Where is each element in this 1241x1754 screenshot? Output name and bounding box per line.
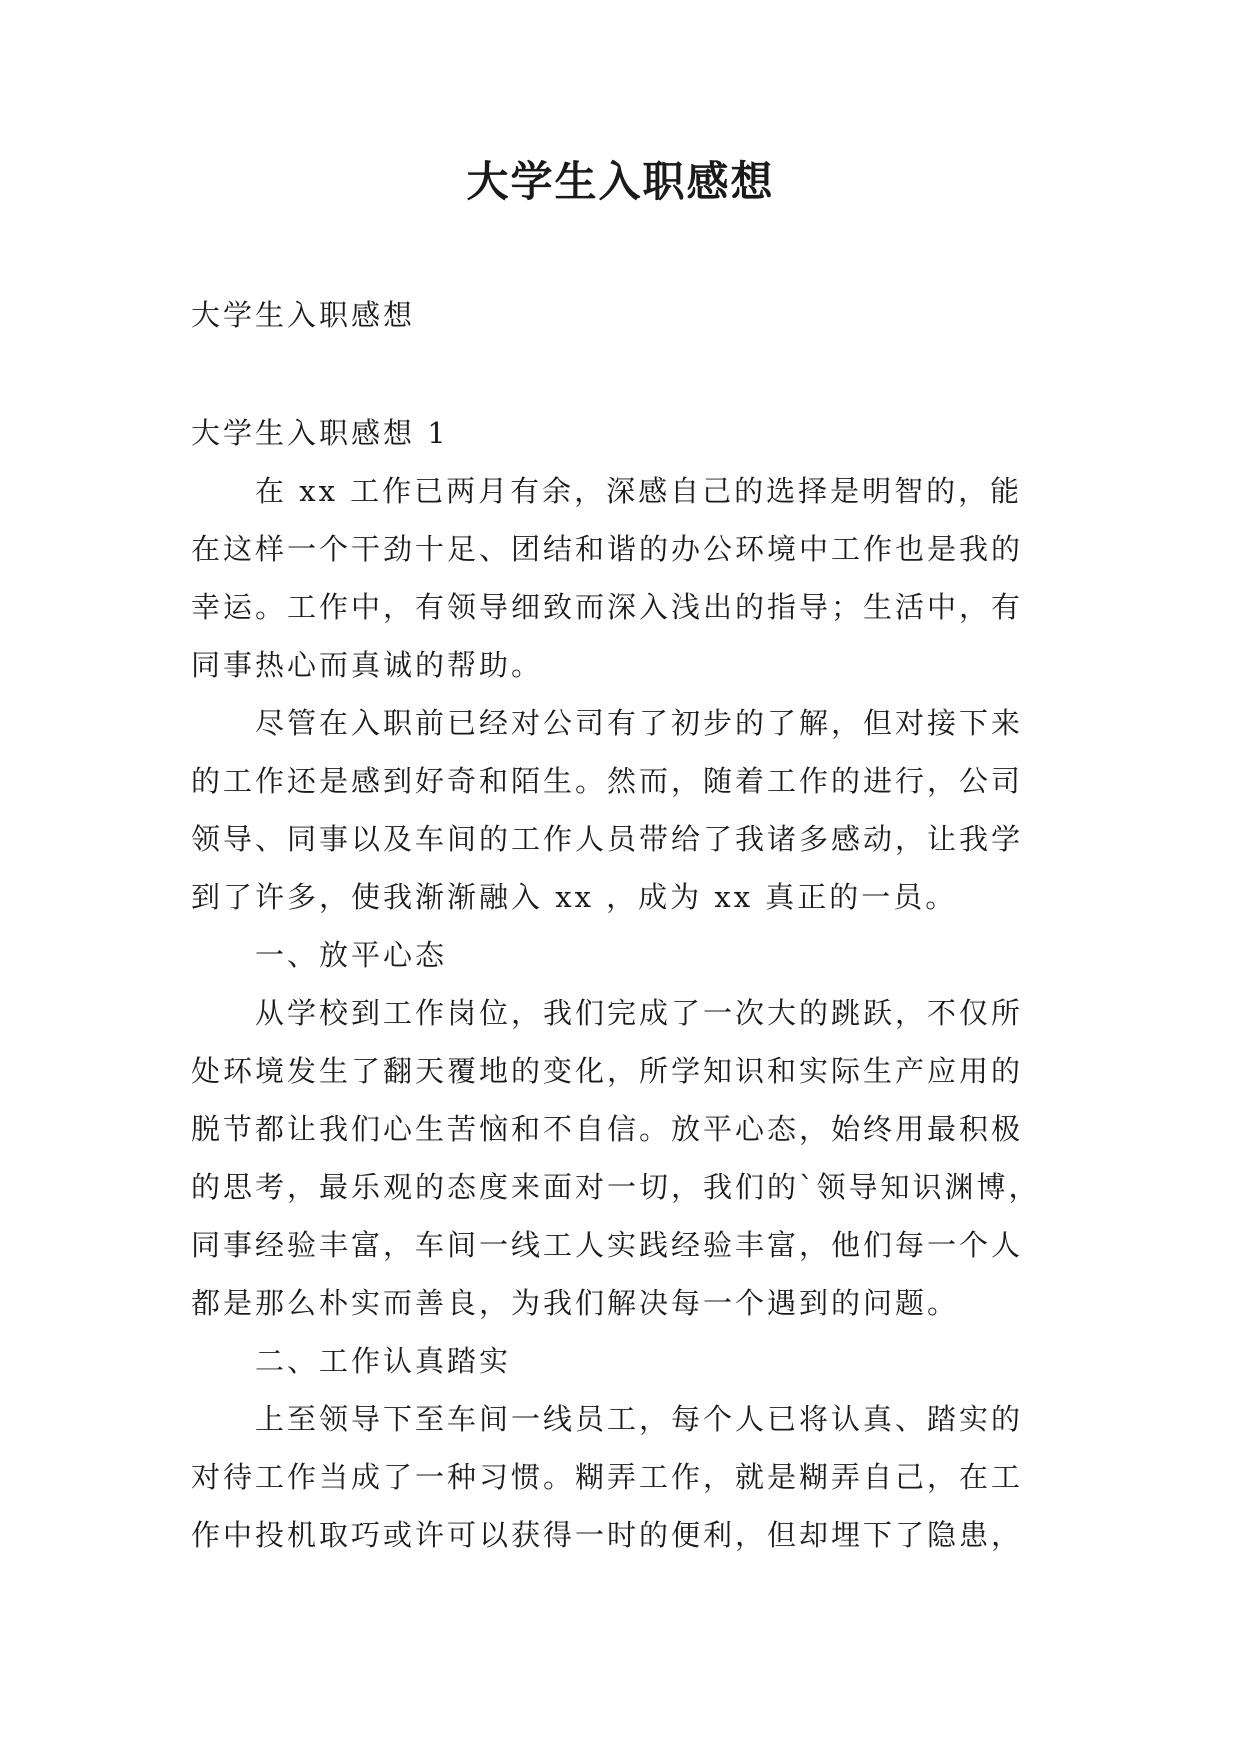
paragraph-line: 到了许多，使我渐渐融入 xx ，成为 xx 真正的一员。	[191, 880, 958, 914]
paragraph-line: 的思考，最乐观的态度来面对一切，我们的`领导知识渊博，	[191, 1170, 1041, 1204]
document-body	[191, 286, 1053, 1564]
paragraph-line: 对待工作当成了一种习惯。糊弄工作，就是糊弄自己，在工	[191, 1460, 1024, 1494]
document-title: 大学生入职感想	[466, 157, 775, 206]
paragraph-gap	[191, 344, 1053, 404]
paragraph-line: 在 xx 工作已两月有余，深感自己的选择是明智的，能	[255, 474, 1023, 508]
paragraph-line: 幸运。工作中，有领导细致而深入浅出的指导；生活中，有	[191, 590, 1024, 624]
paragraph-line: 的工作还是感到好奇和陌生。然而，随着工作的进行，公司	[191, 764, 1024, 798]
paragraph-line: 领导、同事以及车间的工作人员带给了我诸多感动，让我学	[191, 822, 1024, 856]
paragraph-line: 处环境发生了翻天覆地的变化，所学知识和实际生产应用的	[191, 1054, 1024, 1088]
subsection-heading: 二、工作认真踏实	[255, 1344, 512, 1378]
paragraph-line: 都是那么朴实而善良，为我们解决每一个遇到的问题。	[191, 1286, 960, 1320]
paragraph-line: 脱节都让我们心生苦恼和不自信。放平心态，始终用最积极	[191, 1112, 1024, 1146]
paragraph-line: 在这样一个干劲十足、团结和谐的办公环境中工作也是我的	[191, 532, 1024, 566]
paragraph-line: 从学校到工作岗位，我们完成了一次大的跳跃，不仅所	[255, 996, 1024, 1030]
paragraph-line: 尽管在入职前已经对公司有了初步的了解，但对接下来	[255, 706, 1024, 740]
paragraph-line: 同事热心而真诚的帮助。	[191, 648, 544, 682]
paragraph-line: 上至领导下至车间一线员工，每个人已将认真、踏实的	[255, 1402, 1024, 1436]
subsection-heading: 一、放平心态	[255, 938, 448, 972]
section-title: 大学生入职感想 1	[191, 416, 449, 450]
paragraph-line: 作中投机取巧或许可以获得一时的便利，但却埋下了隐患，	[191, 1518, 1024, 1552]
paragraph-line: 同事经验丰富，车间一线工人实践经验丰富，他们每一个人	[191, 1228, 1024, 1262]
body-heading: 大学生入职感想	[191, 298, 416, 332]
